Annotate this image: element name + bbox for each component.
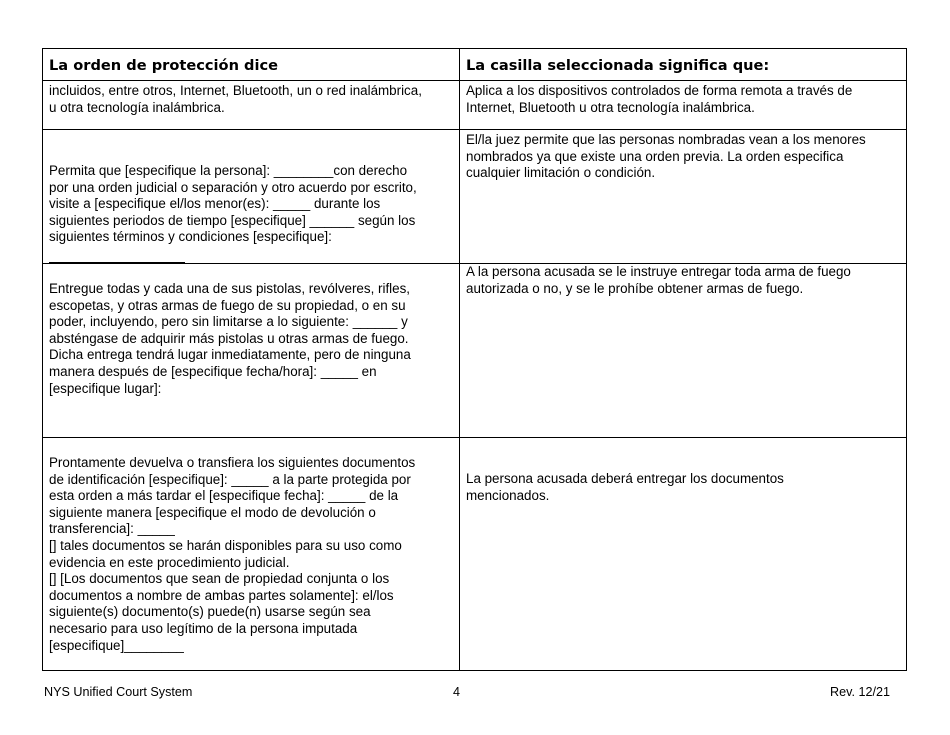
table-row <box>43 437 907 670</box>
table-row <box>43 130 907 264</box>
order-text-line: Entregue todas y cada una de sus pistolas, revólveres, rifles, <box>49 280 410 296</box>
order-text-line: esta orden a más tardar el [especifique fecha]: _____ de la <box>49 488 399 504</box>
order-text-cell <box>43 437 460 670</box>
table-row <box>43 263 907 437</box>
order-text-line: [] [Los documentos que sean de propiedad conjunta o los <box>49 571 390 587</box>
order-text-line: por una orden judicial o separación y otro acuerdo por escrito, <box>49 179 417 195</box>
order-text-line: [] tales documentos se harán disponibles para su uso como <box>49 537 402 553</box>
order-text-line: u otra tecnología inalámbrica. <box>49 99 225 115</box>
order-text-line: siguientes periodos de tiempo [especifique] ______ según los <box>49 212 416 228</box>
footer-organization: NYS Unified Court System <box>44 685 193 699</box>
meaning-text-line: El/la juez permite que las personas nombradas vean a los menores <box>466 132 866 147</box>
order-text-cell <box>43 130 460 264</box>
meaning-text-line: Aplica a los dispositivos controlados de forma remota a través de <box>466 83 853 98</box>
meaning-text-line: cualquier limitación o condición. <box>466 165 656 181</box>
order-text-line: de identificación [especifique]: _____ a la parte protegida por <box>49 471 411 487</box>
order-text-line: Permita que [especifique la persona]: ________con derecho <box>49 163 408 178</box>
order-text-line: [especifique]________ <box>49 637 184 653</box>
order-text-line: manera después de [especifique fecha/hora]: _____ en <box>49 363 377 379</box>
order-text-cell <box>43 81 460 130</box>
order-text-line: necesario para uso legítimo de la persona imputada <box>49 620 358 636</box>
meaning-text-line: Internet, Bluetooth u otra tecnología inalámbrica. <box>466 99 755 115</box>
order-text-line: siguiente manera [especifique el modo de devolución o <box>49 504 376 520</box>
order-text-line: incluidos, entre otros, Internet, Bluetooth, un o red inalámbrica, <box>49 83 422 98</box>
table-header-row <box>43 49 907 81</box>
revision-label: Rev. 12/21 <box>830 685 890 699</box>
meaning-text-line: mencionados. <box>466 487 550 503</box>
header-order-says: La orden de protección dice <box>43 49 460 81</box>
table-row <box>43 81 907 130</box>
meaning-text-line: La persona acusada deberá entregar los documentos <box>466 470 784 486</box>
order-text-line: poder, incluyendo, pero sin limitarse a lo siguiente: ______ y <box>49 314 408 330</box>
order-text-line: [especifique lugar]: <box>49 380 162 396</box>
meaning-text-cell <box>460 81 907 130</box>
order-text-line: transferencia]: _____ <box>49 521 175 537</box>
order-text-line: Dicha entrega tendrá lugar inmediatamente, pero de ninguna <box>49 347 411 363</box>
meaning-text-cell <box>460 437 907 670</box>
meaning-text-line: nombrados ya que existe una orden previa. La orden especifica <box>466 148 844 164</box>
order-text-cell <box>43 263 460 437</box>
order-text-line: evidencia en este procedimiento judicial. <box>49 554 290 570</box>
order-text-line: Prontamente devuelva o transfiera los siguientes documentos <box>49 454 416 470</box>
order-text-line: documentos a nombre de ambas partes solamente]: el/los <box>49 587 394 603</box>
document-table <box>42 48 907 671</box>
order-text-line: visite a [especifique el/los menor(es): _____ durante los <box>49 196 381 212</box>
order-text-line: siguiente(s) documento(s) puede(n) usarse según sea <box>49 604 371 620</box>
meaning-text-cell <box>460 130 907 264</box>
meaning-text-line: autorizada o no, y se le prohíbe obtener armas de fuego. <box>466 280 804 296</box>
meaning-text-line: A la persona acusada se le instruye entregar toda arma de fuego <box>466 263 851 279</box>
order-text-line: siguientes términos y condiciones [especifique]: <box>49 229 332 245</box>
order-text-line: absténgase de adquirir más pistolas u otras armas de fuego. <box>49 330 409 346</box>
page-number: 4 <box>453 685 461 699</box>
meaning-text-cell <box>460 263 907 437</box>
order-text-line: escopetas, y otras armas de fuego de su propiedad, o en su <box>49 297 406 313</box>
header-box-means: La casilla seleccionada significa que: <box>460 49 907 81</box>
